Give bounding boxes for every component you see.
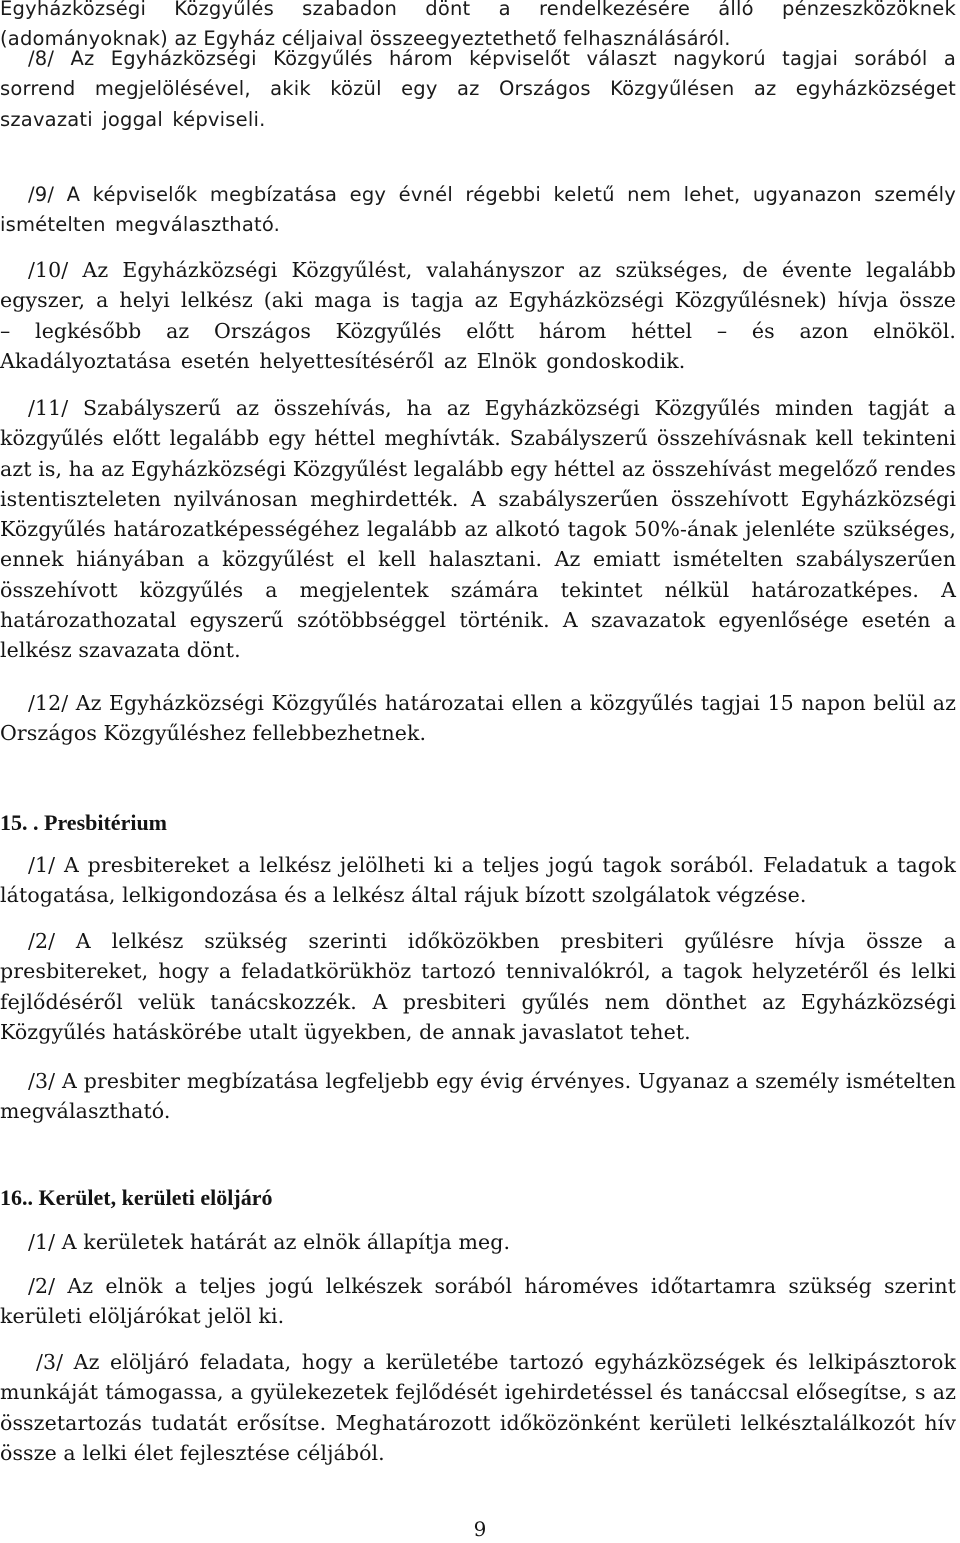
paragraph-8: /8/ Az Egyházközségi Közgyűlés három képviselőt választ nagykorú tagjai sorából a sorrend megjelölésével, akik közül egy az Országos Közgyűlésen az egyházközséget szavazati joggal képviseli. (0, 47, 956, 131)
section-16-paragraph-2: /2/ Az elnök a teljes jogú lelkészek sorából hároméves időtartamra szükség szerint kerületi elöljárókat jelöl ki. (0, 1274, 956, 1329)
paragraph-9: /9/ A képviselők megbízatása egy évnél régebbi keletű nem lehet, ugyanazon személy ismételten megválasztható. (0, 183, 956, 237)
paragraph-12: /12/ Az Egyházközségi Közgyűlés határozatai ellen a közgyűlés tagjai 15 napon belül az Országos Közgyűléshez fellebbezhetnek. (0, 691, 956, 746)
page-number: 9 (473, 1517, 487, 1541)
section-15-paragraph-1: /1/ A presbitereket a lelkész jelölheti ki a teljes jogú tagok sorából. Feladatuk a tagok látogatása, lelkigondozása és a lelkész által rájuk bízott szolgálatok végzése. (0, 853, 956, 908)
section-16-heading: 16.. Kerület, kerületi elöljáró (0, 1185, 273, 1210)
paragraph-10: /10/ Az Egyházközségi Közgyűlést, valahányszor az szükséges, de évente legalább egyszer, a helyi lelkész (aki maga is tagja az Egyházközségi Közgyűlésnek) hívja össze – legkésőbb az Országos Közgyűlés előtt három héttel – és azon elnököl. Akadályoztatása esetén helyettesítéséről az Elnök gondoskodik. (0, 258, 956, 373)
paragraph-11: /11/ Szabályszerű az összehívás, ha az Egyházközségi Közgyűlés minden tagját a közgyűlés előtt legalább egy héttel meghívták. Szabályszerű összehívásnak kell tekinteni azt is, ha az Egyházközségi Közgyűlést legalább egy héttel az összehívást megelőző rendes istentiszteleten nyilvánosan meghirdették. A szabályszerűen összehívott Egyházközségi Közgyűlés határozatképességéhez legalább az alkotó tagok 50%-ának jelenléte szükséges, ennek hiányában a közgyűlést el kell halasztani. Az emiatt ismételten szabályszerűen összehívott közgyűlés a megjelentek számára tekintet nélkül határozatképes. A határozathozatal egyszerű szótöbbséggel történik. A szavazatok egyenlősége esetén a lelkész szavazata dönt. (0, 396, 956, 663)
section-16-paragraph-1: /1/ A kerületek határát az elnök állapítja meg. (28, 1230, 511, 1254)
section-15-paragraph-3: /3/ A presbiter megbízatása legfeljebb egy évig érvényes. Ugyanaz a személy ismételten megválasztható. (0, 1069, 956, 1124)
section-15-paragraph-2: /2/ A lelkész szükség szerinti időközökben presbiteri gyűlésre hívja össze a presbitereket, hogy a feladatkörükhöz tartozó tennivalókról, a tagok helyzetéről és lelki fejlődéséről velük tanácskozzék. A presbiteri gyűlés nem dönthet az Egyházközségi Közgyűlés hatáskörébe utalt ügyekben, de annak javaslatot tehet. (0, 929, 956, 1044)
section-16-paragraph-3: /3/ Az elöljáró feladata, hogy a kerületébe tartozó egyházközségek és lelkipásztorok munkáját támogassa, a gyülekezetek fejlődését igehirdetéssel és tanáccsal elősegítse, s az összetartozás tudatát erősítse. Meghatározott időközönként kerületi lelkésztalálkozót hív össze a lelki élet fejlesztése céljából. (0, 1350, 956, 1465)
section-15-heading: 15. . Presbitérium (0, 810, 168, 835)
paragraph-intro: Egyházközségi Közgyűlés szabadon dönt a rendelkezésére álló pénzeszközöknek (adományoknak) az Egyház céljaival összeegyeztethető felhasználásáról. (0, 0, 956, 51)
